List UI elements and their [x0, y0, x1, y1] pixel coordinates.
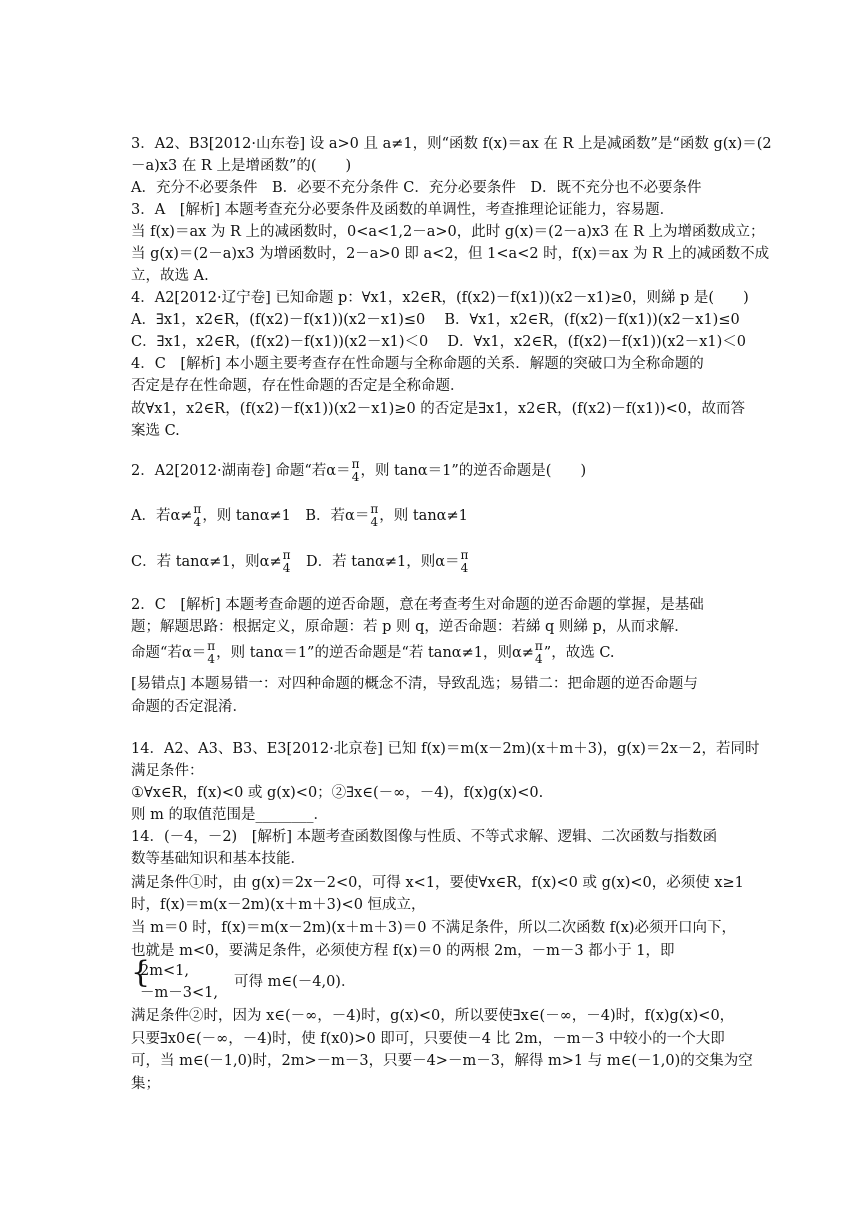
q2-text-b: ，则 tanα＝1”的逆否命题是( ) [360, 463, 587, 479]
q14-answer-1: 14．(－4，－2) [解析] 本题考查函数图像与性质、不等式求解、逻辑、二次函数与指数函 [131, 829, 718, 845]
q14-answer-2: 数等基础知识和基本技能． [131, 851, 305, 867]
fraction-pi-over-4: π 4 [207, 639, 216, 666]
q3-answer-3: 当 g(x)＝(2－a)x3 为增函数时，2－a>0 即 a<2，但 1<a<2 时，f(x)＝ax 为 R 上的减函数不成 [131, 246, 770, 262]
q14-answer-4: 时，f(x)＝m(x－2m)(x＋m＋3)<0 恒成立， [131, 897, 426, 913]
q3-line-1: 3．A2、B3[2012·山东卷] 设 a>0 且 a≠1，则“函数 f(x)＝ax 在 R 上是减函数”是“函数 g(x)＝(2 [131, 136, 772, 152]
q14-answer-5: 当 m＝0 时，f(x)＝m(x－2m)(x＋m＋3)＝0 不满足条件，所以二次函数 f(x)必须开口向下， [131, 920, 737, 936]
q3-line-2: －a)x3 在 R 上是增函数”的( ) [131, 158, 352, 174]
q2-text-a: 2．A2[2012·湖南卷] 命题“若α＝ [131, 463, 351, 479]
q2-answer-1: 2．C [解析] 本题考查命题的逆否命题，意在考查考生对命题的逆否命题的掌握，是基础 [131, 597, 704, 613]
q14-answer-9: 可，当 m∈(－1,0)时，2m>－m－3，只要－4>－m－3，解得 m>1 与 m∈(－1,0)的交集为空 [131, 1053, 753, 1069]
q3-answer-4: 立，故选 A. [131, 268, 209, 284]
q14-answer-3: 满足条件①时，由 g(x)＝2x－2<0，可得 x<1，要使∀x∈R，f(x)<0 或 g(x)<0，必须使 x≥1 [131, 875, 744, 891]
q14-line-1: 14．A2、A3、B3、E3[2012·北京卷] 已知 f(x)＝m(x－2m)(x＋m＋3)，g(x)＝2x－2，若同时 [131, 741, 760, 757]
system-brace: { [131, 955, 151, 990]
q2-error-note-1: [易错点] 本题易错一：对四种命题的概念不清，导致乱选；易错二：把命题的逆否命题与 [131, 676, 698, 692]
q2-error-note-2: 命题的否定混淆． [131, 699, 247, 715]
q4-options-cd: C．∃x1，x2∈R，(f(x2)－f(x1))(x2－x1)＜0 D．∀x1，x2∈R，(f(x2)－f(x1))(x2－x1)＜0 [131, 334, 747, 350]
q2-answer-2: 题；解题思路：根据定义，原命题：若 p 则 q，逆否命题：若綈 q 则綈 p，从而求解． [131, 619, 689, 635]
system-eq-1: 2m<1, [140, 963, 189, 979]
q4-line-1: 4．A2[2012·辽宁卷] 已知命题 p：∀x1，x2∈R，(f(x2)－f(x1))(x2－x1)≥0，则綈 p 是( ) [131, 290, 749, 306]
q4-answer-1: 4．C [解析] 本小题主要考查存在性命题与全称命题的关系．解题的突破口为全称命题的 [131, 356, 704, 372]
q2-options-ab: A．若α≠ π 4 ，则 tanα≠1 B．若α＝ π 4 ，则 tanα≠1 [131, 502, 468, 529]
q4-options-ab: A．∃x1，x2∈R，(f(x2)－f(x1))(x2－x1)≤0 B．∀x1，x2∈R，(f(x2)－f(x1))(x2－x1)≤0 [131, 312, 740, 328]
system-result: 可得 m∈(－4,0)． [234, 974, 356, 990]
q14-answer-10: 集； [131, 1076, 160, 1092]
q3-answer-2: 当 f(x)＝ax 为 R 上的减函数时，0<a<1,2－a>0，此时 g(x)＝(2－a)x3 在 R 上为增函数成立； [131, 224, 765, 240]
fraction-pi-over-4: π 4 [370, 502, 379, 529]
fraction-pi-over-4: π 4 [460, 548, 469, 575]
fraction-pi-over-4: π 4 [534, 639, 543, 666]
fraction-pi-over-4: π 4 [351, 457, 360, 484]
q2-line-1 [131, 458, 586, 484]
q14-answer-7: 满足条件②时，因为 x∈(－∞，－4)时，g(x)<0，所以要使∃x∈(－∞，－4)时，f(x)g(x)<0， [131, 1008, 735, 1024]
q14-blank: 则 m 的取值范围是________． [131, 807, 328, 823]
fraction-pi-over-4: π 4 [282, 548, 291, 575]
q14-answer-8: 只要∃x0∈(－∞，－4)时，使 f(x0)>0 即可，只要使－4 比 2m，－m－3 中较小的一个大即 [131, 1031, 725, 1047]
q14-conditions: ①∀x∈R，f(x)<0 或 g(x)<0；②∃x∈(－∞，－4)，f(x)g(x)<0. [131, 785, 544, 801]
system-eq-2: －m－3<1, [140, 985, 218, 1001]
q3-answer-1: 3．A [解析] 本题考查充分必要条件及函数的单调性，考查推理论证能力，容易题． [131, 202, 675, 218]
q2-answer-3: 命题“若α＝ π 4 ，则 tanα＝1”的逆否命题是“若 tanα≠1，则α≠ π 4 ”，故选 C. [131, 639, 615, 666]
q4-answer-4: 案选 C. [131, 423, 180, 439]
q14-line-2: 满足条件： [131, 763, 204, 779]
q4-answer-2: 否定是存在性命题，存在性命题的否定是全称命题． [131, 378, 465, 394]
q3-options: A．充分不必要条件 B．必要不充分条件 C．充分必要条件 D．既不充分也不必要条件 [131, 180, 702, 196]
q2-options-cd: C．若 tanα≠1，则α≠ π 4 D．若 tanα≠1，则α＝ π 4 [131, 548, 469, 575]
q14-answer-6: 也就是 m<0，要满足条件，必须使方程 f(x)＝0 的两根 2m，－m－3 都小于 1，即 [131, 943, 675, 959]
q4-answer-3: 故∀x1，x2∈R，(f(x2)－f(x1))(x2－x1)≥0 的否定是∃x1，x2∈R，(f(x2)－f(x1))<0，故而答 [131, 401, 745, 417]
fraction-pi-over-4: π 4 [193, 502, 202, 529]
